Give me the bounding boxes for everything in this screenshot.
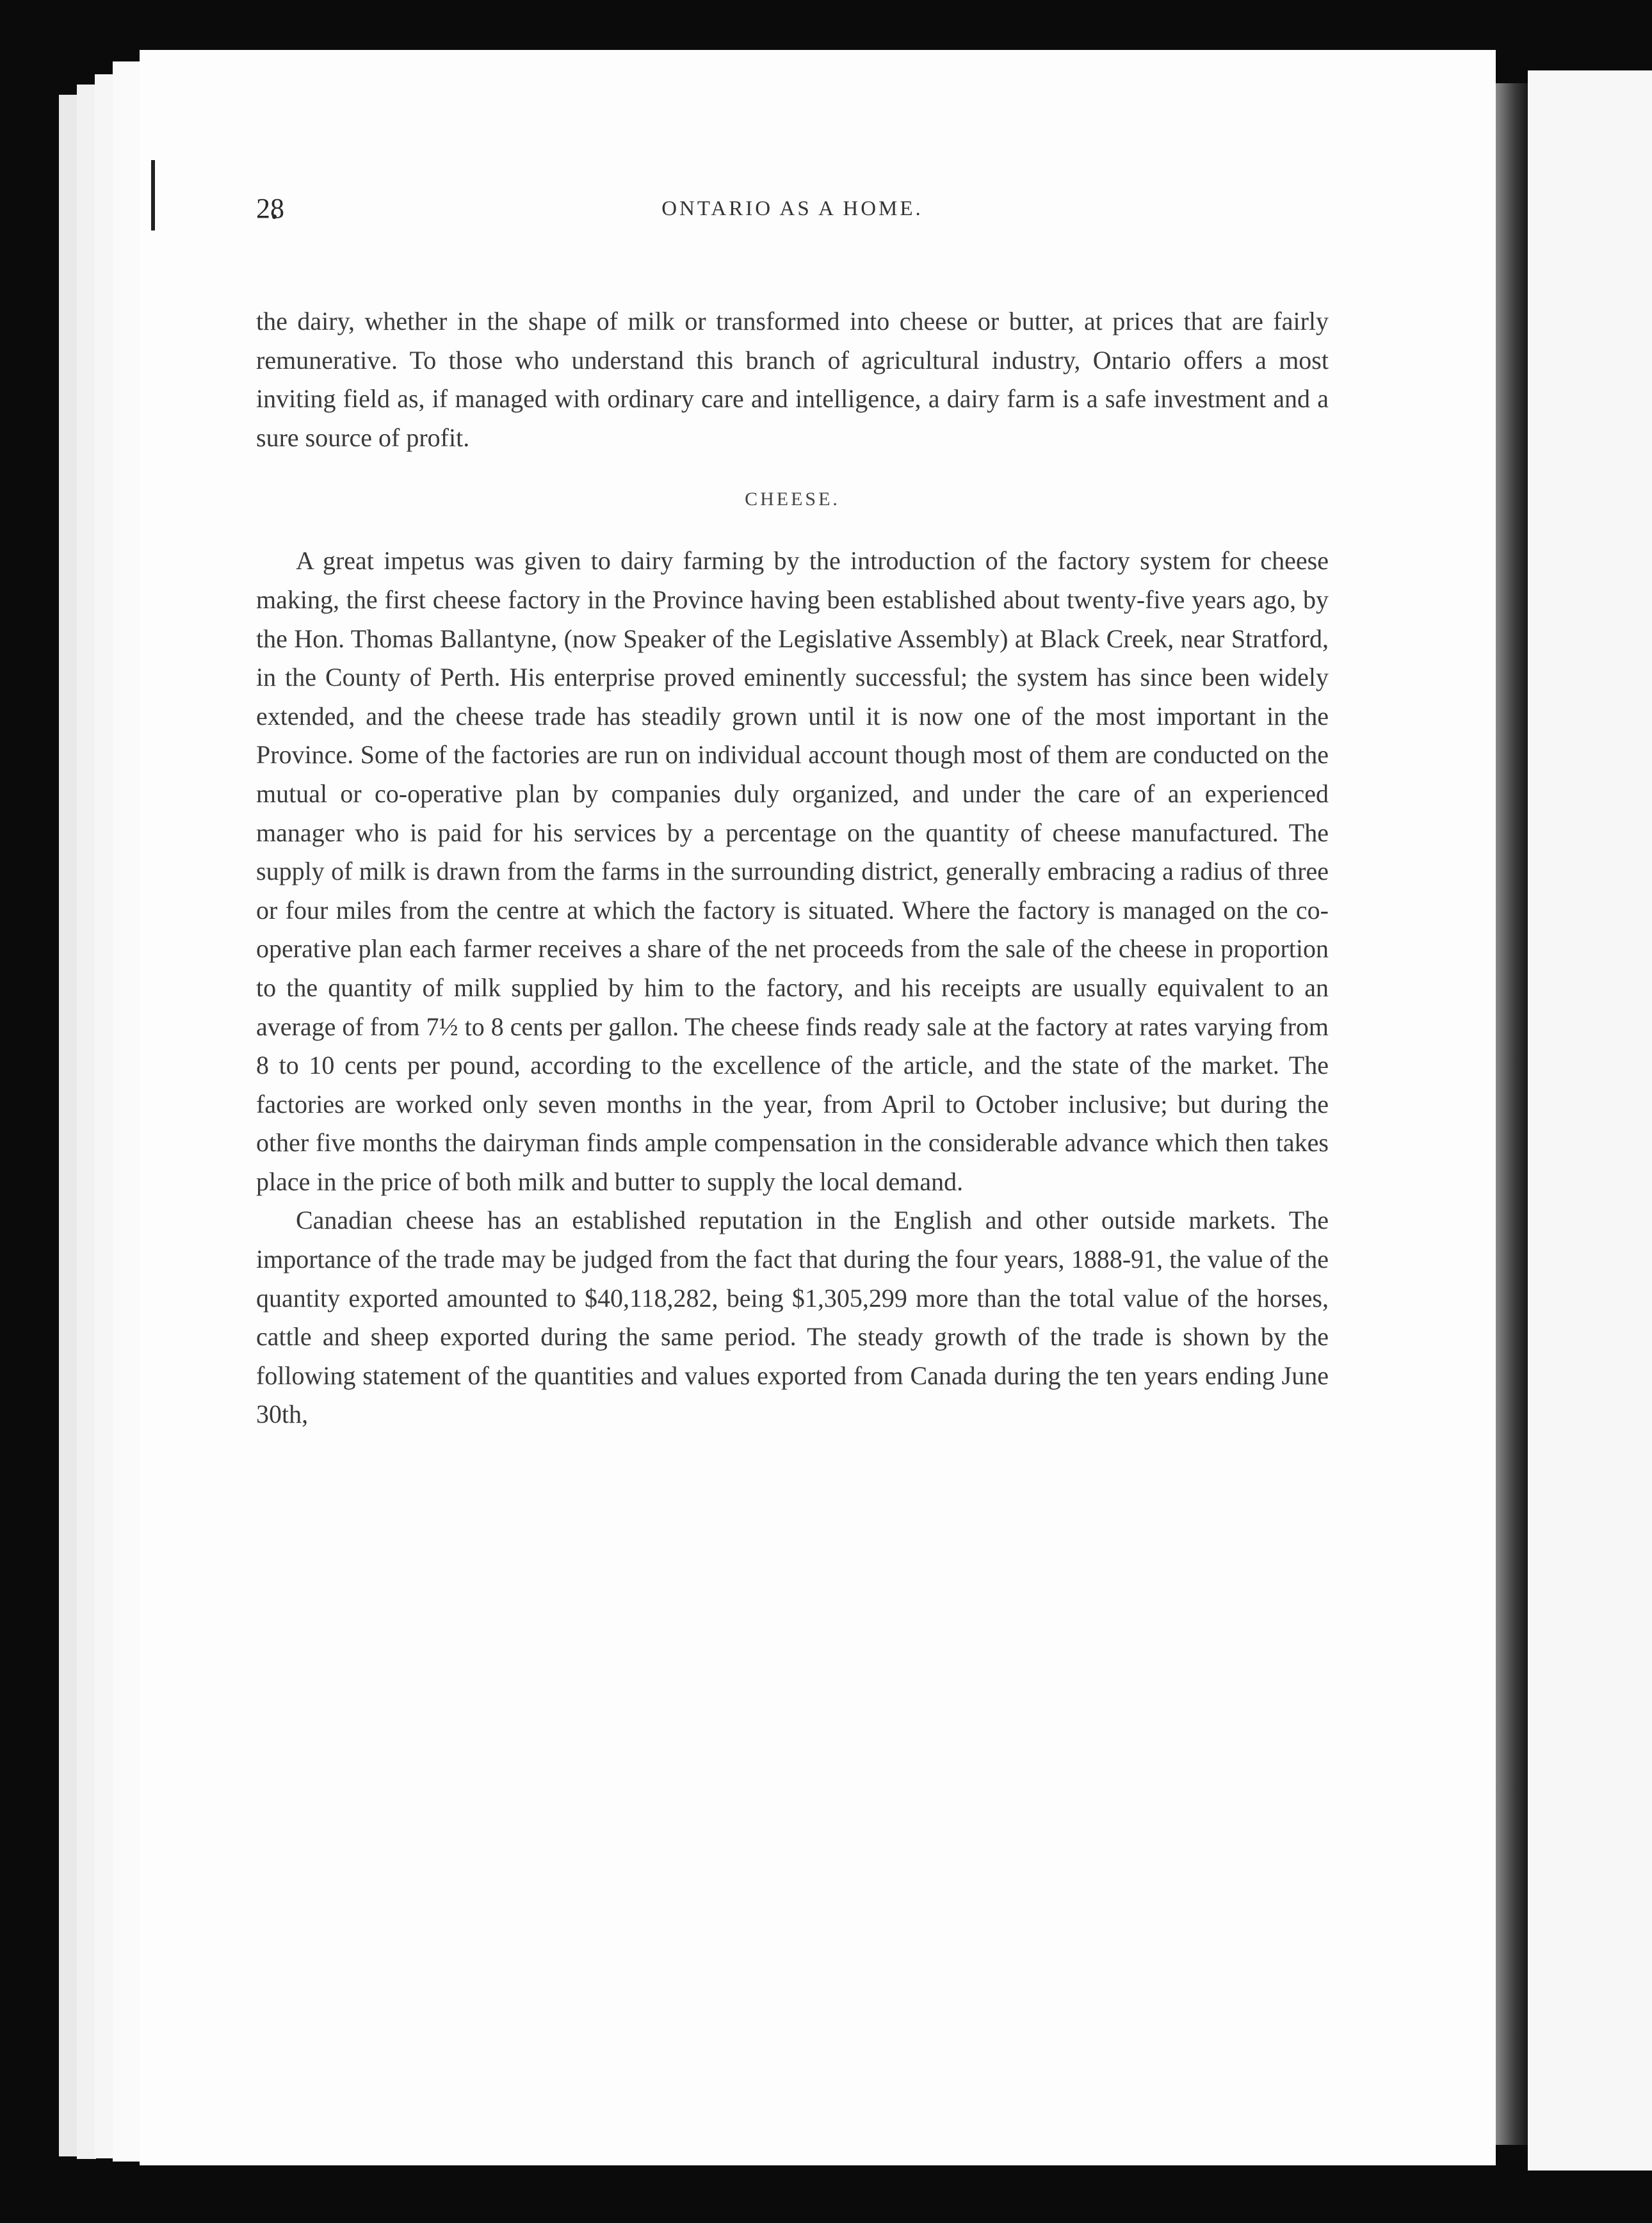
page-edge: [77, 85, 96, 2159]
section-heading: CHEESE.: [745, 489, 840, 510]
binding-shadow: [1496, 83, 1528, 2145]
page-edge: [59, 95, 78, 2156]
page-body: [256, 302, 1329, 1434]
page-header: [256, 192, 1329, 230]
page-number: 28: [256, 193, 284, 224]
facing-page-edge: [1528, 70, 1652, 2170]
paragraph: Canadian cheese has an established reputation in the English and other outside markets. The importance of the trade may be judged from the fact that during the four years, 1888-91, the value of the quantity exported amounted to $40,118,282, being $1,305,299 more than the total value of the horses, cattle and sheep exported during the same period. The steady growth of the trade is shown by the following statement of the quantities and values exported from Canada during the ten years ending June 30th,: [256, 1206, 1329, 1429]
scan-mark: [151, 160, 155, 230]
paragraph: the dairy, whether in the shape of milk or transformed into cheese or butter, at prices that are fairly remunerative. To those who understand this branch of agricultural industry, Ontario offers a most inviting field as, if managed with ordinary care and intelligence, a dairy farm is a safe investment and a sure source of profit.: [256, 307, 1329, 452]
paragraph: A great impetus was given to dairy farming by the introduction of the factory system for cheese making, the first cheese factory in the Province having been established about twenty-five years ago, by the Hon. Thomas Ballantyne, (now Speaker of the Legislative Assembly) at Black Creek, near Stratford, in the County of Perth. His enterprise proved eminently successful; the system has since been widely extended, and the cheese trade has steadily grown until it is now one of the most important in the Province. Some of the factories are run on individual account though most of them are conducted on the mutual or co-operative plan by companies duly organized, and under the care of an experienced manager who is paid for his services by a percentage on the quantity of cheese manufactured. The supply of milk is drawn from the farms in the surrounding district, generally embracing a radius of three or four miles from the centre at which the factory is situated. Where the factory is managed on the co-operative plan each farmer receives a share of the net proceeds from the sale of the cheese in proportion to the quantity of milk supplied by him to the factory, and his receipts are usually equivalent to an average of from 7½ to 8 cents per gallon. The cheese finds ready sale at the factory at rates varying from 8 to 10 cents per pound, according to the excellence of the article, and the state of the market. The factories are worked only seven months in the year, from April to October inclusive; but during the other five months the dairyman finds ample compensation in the considerable advance which then takes place in the price of both milk and butter to supply the local demand.: [256, 546, 1329, 1196]
page-edge: [95, 74, 114, 2158]
running-head: ONTARIO AS A HOME.: [661, 197, 923, 220]
